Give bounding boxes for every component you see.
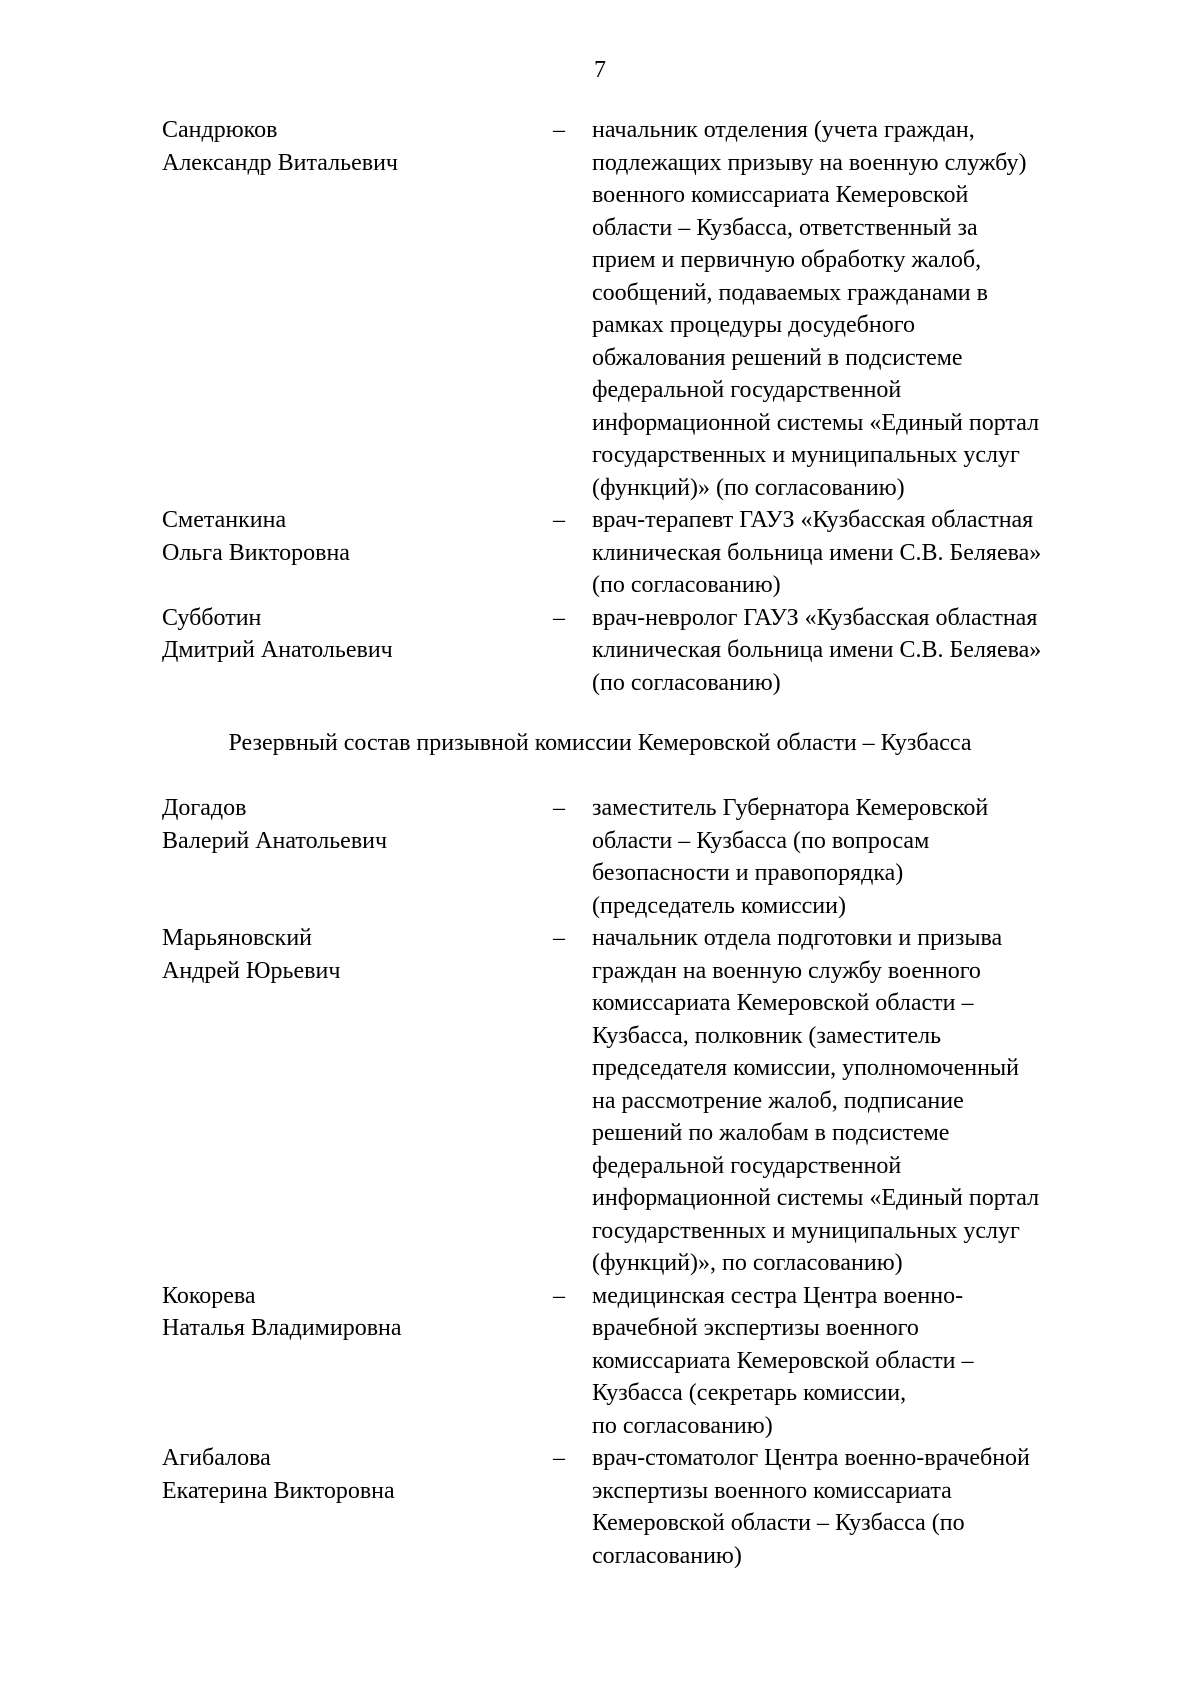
member-position-line: Кемеровской области – Кузбасса (по	[592, 1510, 965, 1536]
member-position	[592, 792, 1152, 922]
member-name	[162, 1442, 542, 1507]
member-position-line: заместитель Губернатора Кемеровской	[592, 795, 989, 821]
member-position-line: области – Кузбасса, ответственный за	[592, 214, 978, 241]
member-position-line: (по согласованию)	[592, 669, 781, 696]
member-position-line: медицинская сестра Центра военно-	[592, 1282, 964, 1309]
member-position-line: начальник отделения (учета граждан,	[592, 117, 975, 143]
member-position-line: клиническая больница имени С.В. Беляева»	[592, 637, 1042, 663]
member-position-line: информационной системы «Единый портал	[592, 409, 1040, 436]
member-position-line: (председатель комиссии)	[592, 892, 846, 919]
dash-separator: –	[553, 1282, 565, 1309]
member-name	[162, 792, 542, 857]
member-position	[592, 504, 1152, 602]
member-name-line: Александр Витальевич	[162, 149, 398, 176]
member-position-line: врач-стоматолог Центра военно-врачебной	[592, 1445, 1030, 1471]
member-entry	[0, 1442, 1200, 1572]
member-name	[162, 114, 542, 179]
member-position-line: согласованию)	[592, 1542, 742, 1569]
member-name-line: Агибалова	[162, 1445, 271, 1471]
member-entry	[0, 922, 1200, 1280]
member-entry	[0, 504, 1200, 602]
member-position-line: государственных и муниципальных услуг	[592, 1217, 1020, 1244]
dash-separator: –	[553, 925, 565, 951]
member-position	[592, 1442, 1152, 1572]
member-position-line: комиссариата Кемеровской области –	[592, 1347, 974, 1374]
member-entry	[0, 1280, 1200, 1443]
member-position-line: подлежащих призыву на военную службу)	[592, 149, 1027, 176]
dash-separator: –	[553, 117, 565, 143]
dash-separator: –	[553, 1445, 565, 1471]
member-name	[162, 504, 542, 569]
member-name-line: Екатерина Викторовна	[162, 1477, 395, 1504]
member-position-line: государственных и муниципальных услуг	[592, 442, 1020, 468]
member-name-line: Наталья Владимировна	[162, 1315, 402, 1341]
member-name-line: Сметанкина	[162, 507, 287, 533]
member-position-line: прием и первичную обработку жалоб,	[592, 247, 982, 273]
member-position-line: врач-невролог ГАУЗ «Кузбасская областная	[592, 604, 1038, 631]
member-position-line: комиссариата Кемеровской области –	[592, 990, 974, 1016]
member-position-line: безопасности и правопорядка)	[592, 860, 904, 886]
member-name-line: Андрей Юрьевич	[162, 957, 341, 984]
member-entry	[0, 792, 1200, 922]
member-name-line: Субботин	[162, 604, 262, 631]
dash-separator: –	[553, 795, 565, 821]
member-position-line: граждан на военную службу военного	[592, 957, 981, 984]
member-name	[162, 922, 542, 987]
member-name-line: Валерий Анатольевич	[162, 827, 388, 854]
member-position-line: Кузбасса, полковник (заместитель	[592, 1022, 942, 1049]
member-position-line: обжалования решений в подсистеме	[592, 344, 963, 371]
member-name-line: Ольга Викторовна	[162, 539, 350, 566]
member-position-line: военного комиссариата Кемеровской	[592, 182, 969, 208]
member-position-line: на рассмотрение жалоб, подписание	[592, 1087, 964, 1114]
member-position-line: (по согласованию)	[592, 572, 781, 598]
member-name	[162, 602, 542, 667]
member-name-line: Марьяновский	[162, 925, 313, 951]
member-position-line: врачебной экспертизы военного	[592, 1315, 919, 1341]
member-position-line: начальник отдела подготовки и призыва	[592, 925, 1003, 951]
member-position-line: врач-терапевт ГАУЗ «Кузбасская областная	[592, 507, 1034, 533]
member-position-line: по согласованию)	[592, 1412, 773, 1439]
member-position-line: сообщений, подаваемых гражданами в	[592, 279, 988, 306]
section-title: Резервный состав призывной комиссии Кемеровской области – Кузбасса	[228, 730, 972, 756]
member-position-line: рамках процедуры досудебного	[592, 312, 915, 338]
member-name-line: Догадов	[162, 795, 247, 821]
member-position-line: (функций)», по согласованию)	[592, 1250, 903, 1276]
member-position-line: экспертизы военного комиссариата	[592, 1477, 952, 1504]
member-position-line: Кузбасса (секретарь комиссии,	[592, 1380, 907, 1406]
member-position-line: области – Кузбасса (по вопросам	[592, 827, 930, 854]
member-name	[162, 1280, 542, 1345]
member-position-line: (функций)» (по согласованию)	[592, 474, 905, 501]
member-entry	[0, 602, 1200, 700]
page-number: 7	[594, 57, 606, 83]
member-position-line: информационной системы «Единый портал	[592, 1185, 1040, 1211]
member-position-line: федеральной государственной	[592, 1152, 902, 1179]
member-name-line: Дмитрий Анатольевич	[162, 637, 393, 663]
member-name-line: Сандрюков	[162, 117, 278, 143]
member-position	[592, 1280, 1152, 1443]
member-name-line: Кокорева	[162, 1282, 256, 1309]
member-position-line: председателя комиссии, уполномоченный	[592, 1055, 1019, 1081]
member-entry	[0, 114, 1200, 504]
member-position	[592, 922, 1152, 1280]
member-position	[592, 114, 1152, 504]
member-position-line: решений по жалобам в подсистеме	[592, 1120, 950, 1146]
dash-separator: –	[553, 604, 565, 631]
member-position-line: клиническая больница имени С.В. Беляева»	[592, 539, 1042, 566]
member-position-line: федеральной государственной	[592, 377, 902, 403]
member-position	[592, 602, 1152, 700]
dash-separator: –	[553, 507, 565, 533]
